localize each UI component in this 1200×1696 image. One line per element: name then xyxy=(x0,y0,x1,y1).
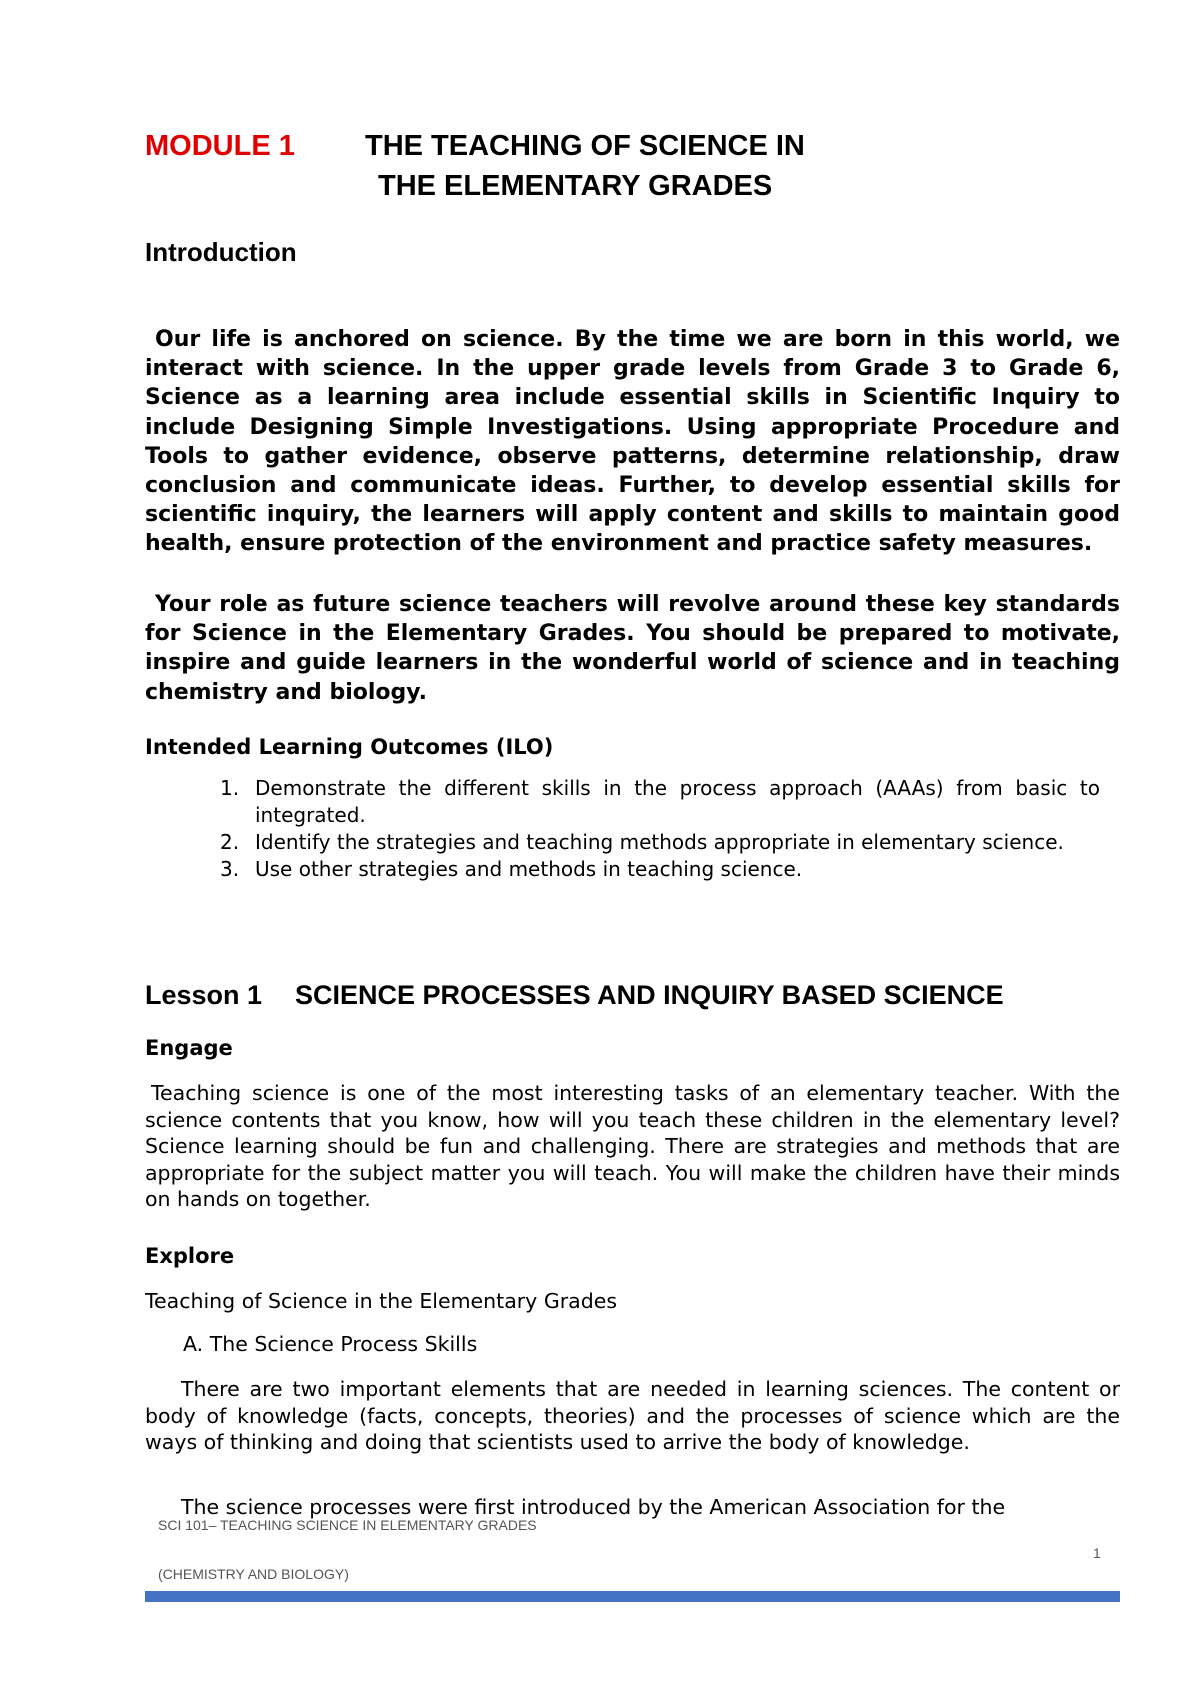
lesson-heading xyxy=(145,980,1004,1011)
introduction-heading: Introduction xyxy=(145,237,297,267)
page-number: 1 xyxy=(1093,1545,1101,1561)
ilo-item: 3. Use other strategies and methods in teaching science. xyxy=(220,857,803,881)
explore-paragraph-2: The science processes were first introduced by the American Association for the xyxy=(181,1495,1006,1519)
ilo-item: 2. Identify the strategies and teaching methods appropriate in elementary science. xyxy=(220,830,1064,854)
explore-heading: Explore xyxy=(145,1244,235,1268)
footer-subtitle: (CHEMISTRY AND BIOLOGY) xyxy=(158,1566,349,1582)
footer-bar xyxy=(145,1591,1120,1602)
engage-heading: Engage xyxy=(145,1036,233,1060)
introduction-paragraph-1: Our life is anchored on science. By the time we are born in this world, we interact with science. In the upper grade levels from Grade 3 to Grade 6, Science as a learning area include essential skills in Scientific Inquiry to include Designing Simple Investigations. Using appropriate Procedure and Tools to gather evidence, observe patterns, determine relationship, draw conclusion and communicate ideas. Further, to develop essential skills for scientific inquiry, the learners will apply content and skills to maintain good health, ensure protection of the environment and practice safety measures. xyxy=(145,327,1120,557)
ilo-list xyxy=(220,775,1100,883)
explore-subtitle: Teaching of Science in the Elementary Grades xyxy=(145,1289,618,1313)
module-title-line2: THE ELEMENTARY GRADES xyxy=(378,170,773,202)
explore-section-heading: A. The Science Process Skills xyxy=(183,1332,478,1356)
lesson-label: Lesson 1 xyxy=(145,980,263,1010)
module-heading xyxy=(145,130,805,163)
module-label: MODULE 1 xyxy=(145,130,295,162)
introduction-paragraph-2: Your role as future science teachers will revolve around these key standards for Science in the Elementary Grades. You should be prepared to motivate, inspire and guide learners in the wonderful world of science and in teaching chemistry and biology. xyxy=(145,592,1120,705)
ilo-item: 1. Demonstrate the different skills in the process approach (AAAs) from basic to integrated. xyxy=(220,776,1100,827)
explore-paragraph-1: There are two important elements that are needed in learning sciences. The content or body of knowledge (facts, concepts, theories) and the processes of science which are the ways of thinking and doing that scientists used to arrive the body of knowledge. xyxy=(145,1377,1120,1454)
lesson-title: SCIENCE PROCESSES AND INQUIRY BASED SCIENCE xyxy=(295,980,1004,1010)
engage-paragraph: Teaching science is one of the most interesting tasks of an elementary teacher. With the science contents that you know, how will you teach these children in the elementary level? Science learning should be fun and challenging. There are strategies and methods that are appropriate for the subject matter you will teach. You will make the children have their minds on hands on together. xyxy=(145,1081,1120,1211)
module-title-line1: THE TEACHING OF SCIENCE IN xyxy=(365,130,805,162)
footer-course-title: SCI 101– TEACHING SCIENCE IN ELEMENTARY GRADES xyxy=(158,1517,537,1533)
ilo-heading: Intended Learning Outcomes (ILO) xyxy=(145,735,554,759)
